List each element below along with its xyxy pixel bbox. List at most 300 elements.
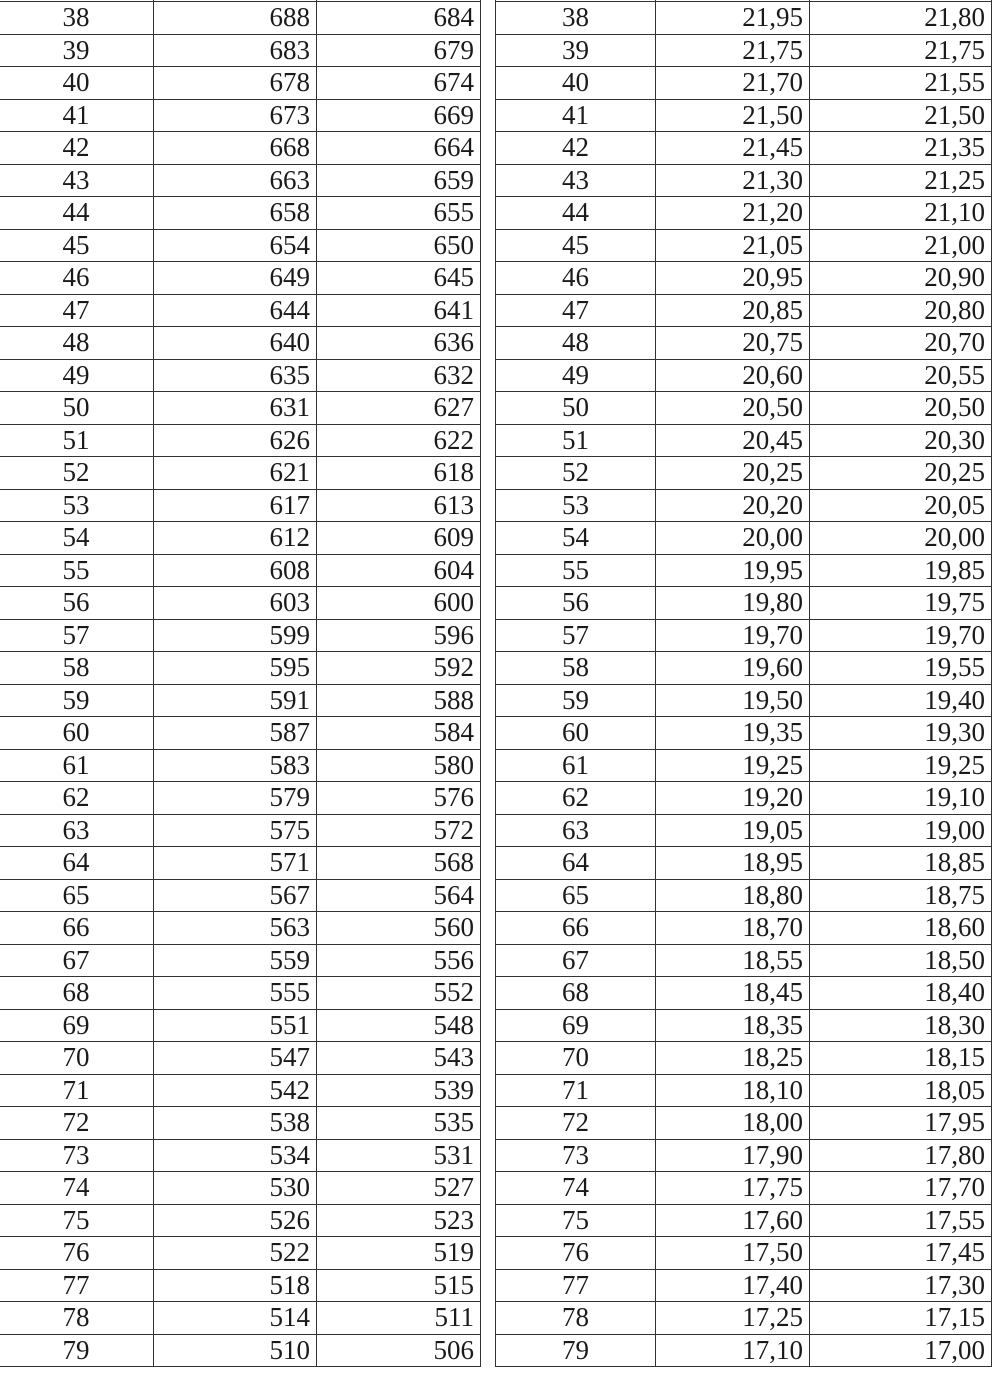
value-cell: 604 [317, 554, 481, 587]
value-cell: 645 [317, 262, 481, 295]
table-row [0, 2, 481, 35]
table-row [0, 1237, 481, 1270]
value-cell: 21,50 [810, 99, 992, 132]
row-number-cell: 39 [496, 34, 656, 67]
table-row [496, 99, 992, 132]
row-number-cell: 40 [496, 67, 656, 100]
value-cell: 20,25 [656, 457, 810, 490]
row-number-cell: 59 [496, 684, 656, 717]
value-cell: 559 [154, 944, 317, 977]
table-row [0, 1334, 481, 1367]
table-row [0, 99, 481, 132]
value-cell: 18,70 [656, 912, 810, 945]
row-number-cell: 68 [496, 977, 656, 1010]
table-row [0, 814, 481, 847]
value-cell: 684 [317, 2, 481, 35]
table-row [0, 262, 481, 295]
value-cell: 19,80 [656, 587, 810, 620]
value-cell: 21,95 [656, 2, 810, 35]
value-cell: 17,70 [810, 1172, 992, 1205]
row-number-cell: 73 [496, 1139, 656, 1172]
value-cell: 19,70 [810, 619, 992, 652]
row-number-cell: 59 [0, 684, 154, 717]
table-row [0, 1042, 481, 1075]
table-row [496, 1042, 992, 1075]
row-number-cell: 49 [0, 359, 154, 392]
table-row [0, 1172, 481, 1205]
value-cell: 21,70 [656, 67, 810, 100]
table-row [0, 489, 481, 522]
value-cell: 20,80 [810, 294, 992, 327]
table-row [496, 424, 992, 457]
value-cell: 21,75 [810, 34, 992, 67]
value-cell: 19,70 [656, 619, 810, 652]
value-cell: 21,05 [656, 229, 810, 262]
table-row [0, 67, 481, 100]
row-number-cell: 58 [496, 652, 656, 685]
row-number-cell: 76 [0, 1237, 154, 1270]
row-number-cell: 56 [496, 587, 656, 620]
row-number-cell: 57 [496, 619, 656, 652]
value-cell: 21,35 [810, 132, 992, 165]
table-row [496, 327, 992, 360]
value-cell: 18,45 [656, 977, 810, 1010]
value-cell: 18,00 [656, 1107, 810, 1140]
value-cell: 17,00 [810, 1334, 992, 1367]
row-number-cell: 43 [496, 164, 656, 197]
value-cell: 17,40 [656, 1269, 810, 1302]
table-row [496, 489, 992, 522]
value-cell: 20,45 [656, 424, 810, 457]
table-row [0, 522, 481, 555]
row-number-cell: 70 [496, 1042, 656, 1075]
value-cell: 19,25 [656, 749, 810, 782]
value-cell: 567 [154, 879, 317, 912]
value-cell: 17,10 [656, 1334, 810, 1367]
table-row [0, 684, 481, 717]
row-number-cell: 46 [0, 262, 154, 295]
table-row [496, 847, 992, 880]
value-cell: 543 [317, 1042, 481, 1075]
table-row [496, 67, 992, 100]
table-row [0, 847, 481, 880]
value-cell: 20,25 [810, 457, 992, 490]
value-cell: 622 [317, 424, 481, 457]
value-cell: 20,90 [810, 262, 992, 295]
row-number-cell: 53 [496, 489, 656, 522]
table-row [496, 717, 992, 750]
value-cell: 20,00 [656, 522, 810, 555]
value-cell: 511 [317, 1302, 481, 1335]
value-cell: 551 [154, 1009, 317, 1042]
table-row [0, 392, 481, 425]
value-cell: 19,85 [810, 554, 992, 587]
row-number-cell: 60 [496, 717, 656, 750]
table-row [496, 782, 992, 815]
left-table-body [0, 0, 481, 1367]
value-cell: 19,35 [656, 717, 810, 750]
value-cell: 673 [154, 99, 317, 132]
table-row [0, 294, 481, 327]
value-cell: 542 [154, 1074, 317, 1107]
value-cell: 17,30 [810, 1269, 992, 1302]
value-cell: 603 [154, 587, 317, 620]
row-number-cell: 51 [0, 424, 154, 457]
value-cell: 548 [317, 1009, 481, 1042]
table-row [0, 457, 481, 490]
row-number-cell: 63 [0, 814, 154, 847]
value-cell: 19,25 [810, 749, 992, 782]
table-row [496, 1172, 992, 1205]
table-row [0, 1204, 481, 1237]
row-number-cell: 71 [0, 1074, 154, 1107]
row-number-cell: 54 [0, 522, 154, 555]
value-cell: 596 [317, 619, 481, 652]
row-number-cell: 79 [0, 1334, 154, 1367]
row-number-cell: 78 [0, 1302, 154, 1335]
table-row [496, 197, 992, 230]
right-table-body [496, 0, 992, 1367]
table-row [496, 912, 992, 945]
row-number-cell: 38 [496, 2, 656, 35]
table-row [496, 34, 992, 67]
value-cell: 18,75 [810, 879, 992, 912]
table-row [496, 522, 992, 555]
row-number-cell: 44 [0, 197, 154, 230]
value-cell: 17,55 [810, 1204, 992, 1237]
value-cell: 621 [154, 457, 317, 490]
row-number-cell: 76 [496, 1237, 656, 1270]
value-cell: 515 [317, 1269, 481, 1302]
value-cell: 19,50 [656, 684, 810, 717]
table-row [0, 327, 481, 360]
row-number-cell: 41 [0, 99, 154, 132]
value-cell: 563 [154, 912, 317, 945]
value-cell: 522 [154, 1237, 317, 1270]
row-number-cell: 78 [496, 1302, 656, 1335]
value-cell: 18,95 [656, 847, 810, 880]
row-number-cell: 75 [496, 1204, 656, 1237]
row-number-cell: 56 [0, 587, 154, 620]
row-number-cell: 70 [0, 1042, 154, 1075]
value-cell: 20,55 [810, 359, 992, 392]
value-cell: 17,50 [656, 1237, 810, 1270]
table-row [496, 1334, 992, 1367]
value-cell: 17,45 [810, 1237, 992, 1270]
value-cell: 20,20 [656, 489, 810, 522]
row-number-cell: 74 [0, 1172, 154, 1205]
row-number-cell: 58 [0, 652, 154, 685]
table-row [0, 1302, 481, 1335]
table-row [496, 554, 992, 587]
row-number-cell: 49 [496, 359, 656, 392]
value-cell: 17,80 [810, 1139, 992, 1172]
row-number-cell: 52 [0, 457, 154, 490]
row-number-cell: 72 [0, 1107, 154, 1140]
value-cell: 17,90 [656, 1139, 810, 1172]
table-row [496, 749, 992, 782]
value-cell: 664 [317, 132, 481, 165]
value-cell: 21,80 [810, 2, 992, 35]
value-cell: 19,95 [656, 554, 810, 587]
table-row [0, 587, 481, 620]
value-cell: 20,95 [656, 262, 810, 295]
value-cell: 579 [154, 782, 317, 815]
table-row [496, 879, 992, 912]
row-number-cell: 66 [0, 912, 154, 945]
value-cell: 591 [154, 684, 317, 717]
table-row [496, 2, 992, 35]
table-row [496, 294, 992, 327]
table-row [496, 392, 992, 425]
table-row [496, 164, 992, 197]
table-row [0, 717, 481, 750]
row-number-cell: 44 [496, 197, 656, 230]
table-row [0, 132, 481, 165]
value-cell: 555 [154, 977, 317, 1010]
value-cell: 668 [154, 132, 317, 165]
value-cell: 19,00 [810, 814, 992, 847]
value-cell: 632 [317, 359, 481, 392]
row-number-cell: 41 [496, 99, 656, 132]
table-row [0, 34, 481, 67]
value-cell: 547 [154, 1042, 317, 1075]
value-cell: 17,60 [656, 1204, 810, 1237]
value-cell: 658 [154, 197, 317, 230]
table-row [496, 229, 992, 262]
value-cell: 21,55 [810, 67, 992, 100]
table-row [0, 977, 481, 1010]
value-cell: 20,85 [656, 294, 810, 327]
value-cell: 636 [317, 327, 481, 360]
value-cell: 530 [154, 1172, 317, 1205]
value-cell: 17,25 [656, 1302, 810, 1335]
table-row [0, 1107, 481, 1140]
row-number-cell: 45 [496, 229, 656, 262]
value-cell: 640 [154, 327, 317, 360]
table-row [0, 782, 481, 815]
table-row [496, 1009, 992, 1042]
table-row [0, 1139, 481, 1172]
value-cell: 576 [317, 782, 481, 815]
value-cell: 20,00 [810, 522, 992, 555]
value-cell: 506 [317, 1334, 481, 1367]
value-cell: 21,30 [656, 164, 810, 197]
table-row [0, 1009, 481, 1042]
value-cell: 552 [317, 977, 481, 1010]
value-cell: 18,50 [810, 944, 992, 977]
value-cell: 17,75 [656, 1172, 810, 1205]
value-cell: 531 [317, 1139, 481, 1172]
value-cell: 613 [317, 489, 481, 522]
value-cell: 523 [317, 1204, 481, 1237]
value-cell: 641 [317, 294, 481, 327]
value-cell: 19,75 [810, 587, 992, 620]
row-number-cell: 40 [0, 67, 154, 100]
value-cell: 17,15 [810, 1302, 992, 1335]
value-cell: 514 [154, 1302, 317, 1335]
value-cell: 595 [154, 652, 317, 685]
value-cell: 20,75 [656, 327, 810, 360]
value-cell: 669 [317, 99, 481, 132]
value-cell: 679 [317, 34, 481, 67]
table-row [0, 1269, 481, 1302]
value-cell: 688 [154, 2, 317, 35]
row-number-cell: 77 [496, 1269, 656, 1302]
value-cell: 674 [317, 67, 481, 100]
table-row [496, 1302, 992, 1335]
row-number-cell: 48 [0, 327, 154, 360]
value-cell: 587 [154, 717, 317, 750]
value-cell: 510 [154, 1334, 317, 1367]
row-number-cell: 62 [496, 782, 656, 815]
table-row [0, 424, 481, 457]
value-cell: 678 [154, 67, 317, 100]
value-cell: 560 [317, 912, 481, 945]
row-number-cell: 75 [0, 1204, 154, 1237]
value-cell: 18,10 [656, 1074, 810, 1107]
table-row [496, 587, 992, 620]
value-cell: 572 [317, 814, 481, 847]
value-cell: 618 [317, 457, 481, 490]
table-row [496, 457, 992, 490]
value-cell: 527 [317, 1172, 481, 1205]
value-cell: 18,60 [810, 912, 992, 945]
table-row [0, 652, 481, 685]
value-cell: 631 [154, 392, 317, 425]
value-cell: 20,60 [656, 359, 810, 392]
row-number-cell: 64 [496, 847, 656, 880]
value-cell: 644 [154, 294, 317, 327]
table-row [0, 1074, 481, 1107]
row-number-cell: 46 [496, 262, 656, 295]
value-cell: 539 [317, 1074, 481, 1107]
row-number-cell: 51 [496, 424, 656, 457]
table-row [496, 1269, 992, 1302]
row-number-cell: 43 [0, 164, 154, 197]
row-number-cell: 42 [496, 132, 656, 165]
row-number-cell: 48 [496, 327, 656, 360]
value-cell: 19,30 [810, 717, 992, 750]
value-cell: 19,05 [656, 814, 810, 847]
row-number-cell: 67 [0, 944, 154, 977]
row-number-cell: 47 [0, 294, 154, 327]
value-cell: 556 [317, 944, 481, 977]
row-number-cell: 79 [496, 1334, 656, 1367]
value-cell: 519 [317, 1237, 481, 1270]
value-cell: 19,20 [656, 782, 810, 815]
row-number-cell: 39 [0, 34, 154, 67]
value-cell: 18,35 [656, 1009, 810, 1042]
row-number-cell: 57 [0, 619, 154, 652]
value-cell: 663 [154, 164, 317, 197]
table-row [496, 132, 992, 165]
value-cell: 592 [317, 652, 481, 685]
value-cell: 627 [317, 392, 481, 425]
value-cell: 584 [317, 717, 481, 750]
row-number-cell: 64 [0, 847, 154, 880]
right-table [495, 0, 992, 1367]
table-row [0, 944, 481, 977]
value-cell: 617 [154, 489, 317, 522]
value-cell: 608 [154, 554, 317, 587]
value-cell: 655 [317, 197, 481, 230]
row-number-cell: 67 [496, 944, 656, 977]
value-cell: 18,15 [810, 1042, 992, 1075]
value-cell: 564 [317, 879, 481, 912]
value-cell: 626 [154, 424, 317, 457]
value-cell: 683 [154, 34, 317, 67]
table-row [0, 229, 481, 262]
table-row [0, 359, 481, 392]
value-cell: 583 [154, 749, 317, 782]
value-cell: 19,55 [810, 652, 992, 685]
row-number-cell: 74 [496, 1172, 656, 1205]
value-cell: 18,85 [810, 847, 992, 880]
value-cell: 18,40 [810, 977, 992, 1010]
row-number-cell: 72 [496, 1107, 656, 1140]
row-number-cell: 47 [496, 294, 656, 327]
value-cell: 18,30 [810, 1009, 992, 1042]
table-row [496, 684, 992, 717]
value-cell: 659 [317, 164, 481, 197]
table-row [0, 879, 481, 912]
value-cell: 612 [154, 522, 317, 555]
value-cell: 609 [317, 522, 481, 555]
row-number-cell: 42 [0, 132, 154, 165]
value-cell: 20,70 [810, 327, 992, 360]
row-number-cell: 38 [0, 2, 154, 35]
row-number-cell: 62 [0, 782, 154, 815]
table-row [496, 977, 992, 1010]
row-number-cell: 50 [0, 392, 154, 425]
value-cell: 21,00 [810, 229, 992, 262]
value-cell: 20,50 [810, 392, 992, 425]
table-row [496, 1237, 992, 1270]
value-cell: 21,10 [810, 197, 992, 230]
value-cell: 654 [154, 229, 317, 262]
table-row [0, 164, 481, 197]
value-cell: 19,40 [810, 684, 992, 717]
row-number-cell: 65 [0, 879, 154, 912]
value-cell: 21,25 [810, 164, 992, 197]
value-cell: 18,05 [810, 1074, 992, 1107]
table-row [0, 197, 481, 230]
row-number-cell: 54 [496, 522, 656, 555]
row-number-cell: 55 [496, 554, 656, 587]
table-row [0, 554, 481, 587]
row-number-cell: 69 [0, 1009, 154, 1042]
value-cell: 588 [317, 684, 481, 717]
row-number-cell: 52 [496, 457, 656, 490]
table-row [496, 359, 992, 392]
row-number-cell: 55 [0, 554, 154, 587]
table-row [496, 814, 992, 847]
row-number-cell: 73 [0, 1139, 154, 1172]
row-number-cell: 60 [0, 717, 154, 750]
table-row [0, 619, 481, 652]
row-number-cell: 69 [496, 1009, 656, 1042]
table-row [496, 1204, 992, 1237]
value-cell: 18,55 [656, 944, 810, 977]
table-row [496, 1139, 992, 1172]
value-cell: 18,80 [656, 879, 810, 912]
left-table [0, 0, 481, 1367]
row-number-cell: 53 [0, 489, 154, 522]
value-cell: 19,60 [656, 652, 810, 685]
value-cell: 21,50 [656, 99, 810, 132]
row-number-cell: 63 [496, 814, 656, 847]
